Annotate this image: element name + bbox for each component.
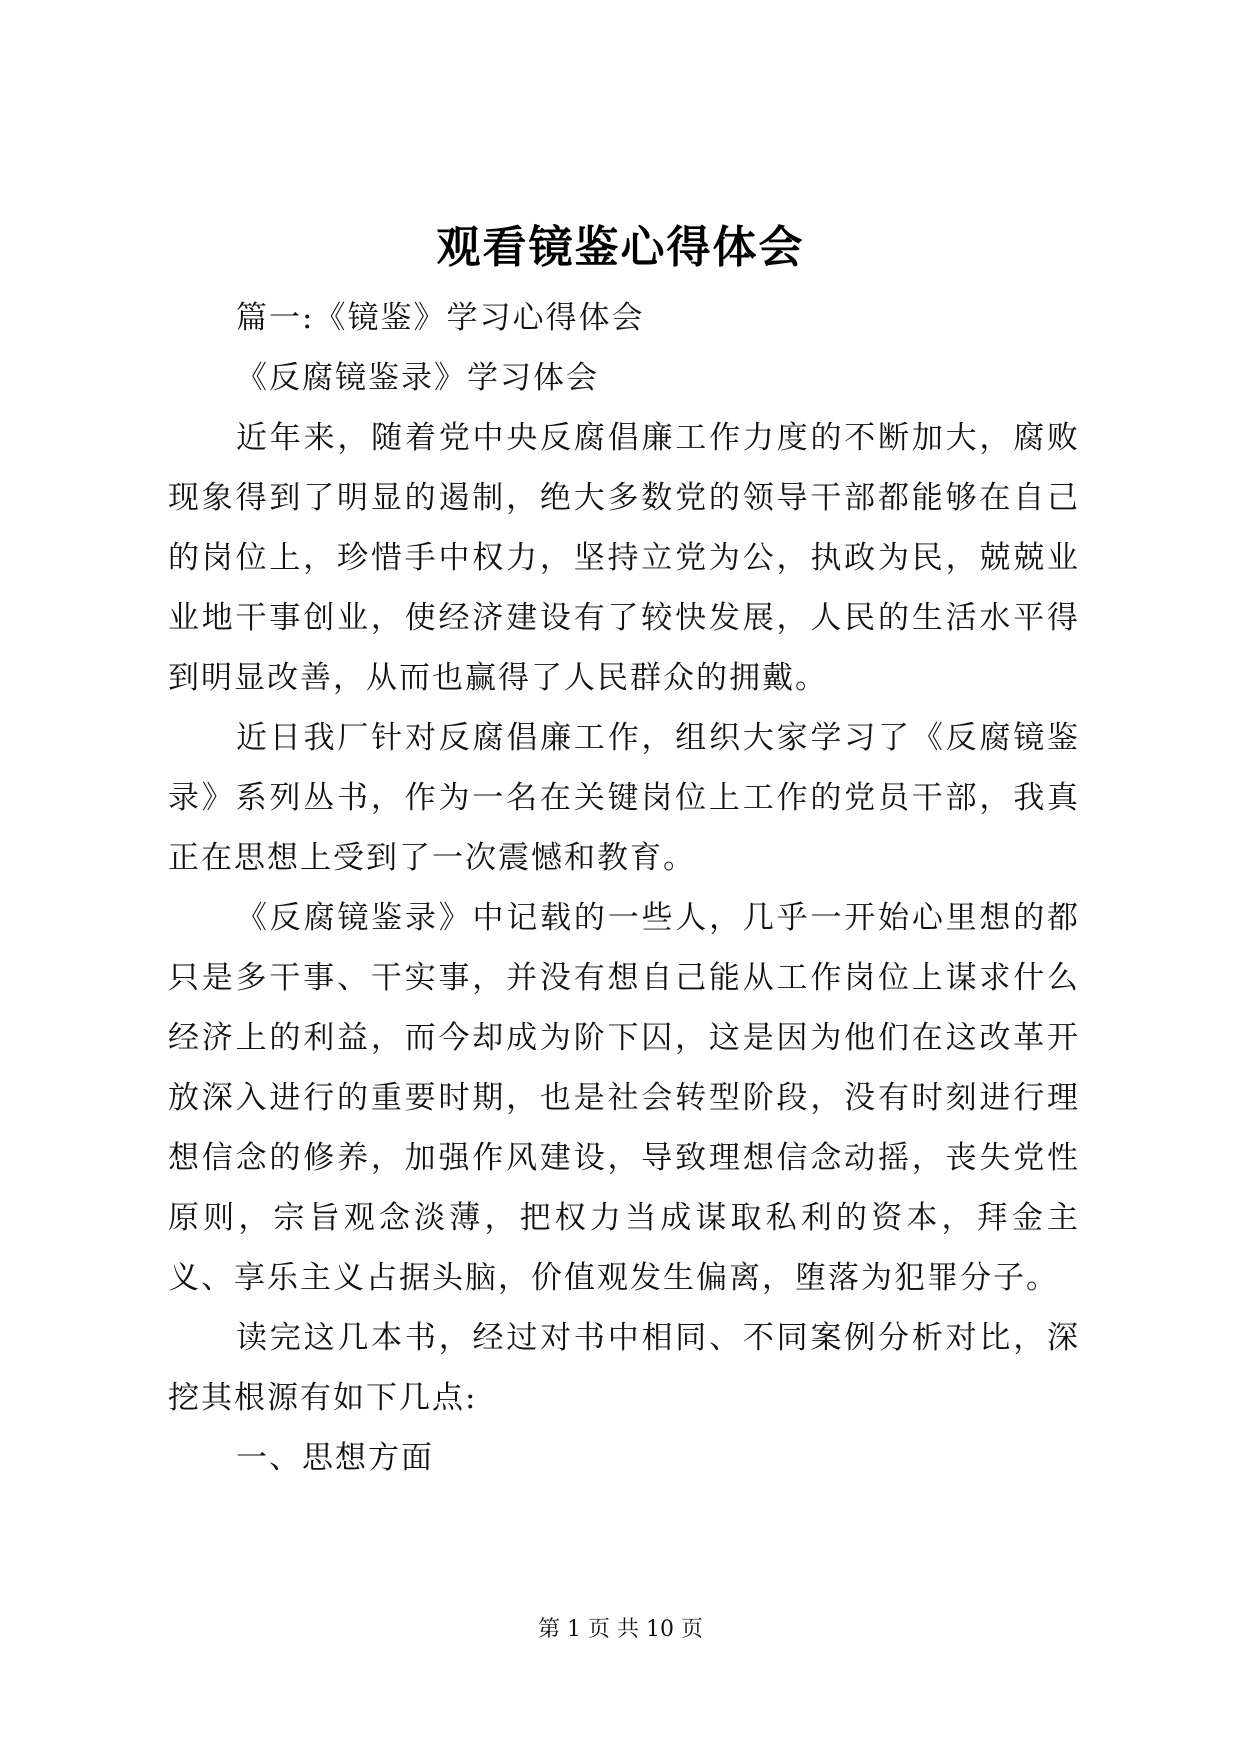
page-footer: 第 1 页 共 10 页 xyxy=(538,1617,703,1642)
paragraph: 近年来，随着党中央反腐倡廉工作力度的不断加大，腐败现象得到了明显的遏制，绝大多数党的领导干部都能够在自己的岗位上，珍惜手中权力，坚持立党为公，执政为民，兢兢业业地干事创业，使经济建设有了较快发展，人民的生活水平得到明显改善，从而也赢得了人民群众的拥戴。 xyxy=(168,420,1080,696)
paragraph: 读完这几本书，经过对书中相同、不同案例分析对比，深挖其根源有如下几点: xyxy=(168,1320,1080,1416)
document-title: 观看镜鉴心得体会 xyxy=(436,222,805,273)
paragraph: 近日我厂针对反腐倡廉工作，组织大家学习了《反腐镜鉴录》系列丛书，作为一名在关键岗位上工作的党员干部，我真正在思想上受到了一次震憾和教育。 xyxy=(168,720,1080,876)
document-body xyxy=(168,288,1080,1488)
section-heading: 一、思想方面 xyxy=(236,1440,434,1476)
paragraph: 《反腐镜鉴录》中记载的一些人，几乎一开始心里想的都只是多干事、干实事，并没有想自己能从工作岗位上谋求什么经济上的利益，而今却成为阶下囚，这是因为他们在这改革开放深入进行的重要时期，也是社会转型阶段，没有时刻进行理想信念的修养，加强作风建设，导致理想信念动摇，丧失党性原则，宗旨观念淡薄，把权力当成谋取私利的资本，拜金主义、享乐主义占据头脑，价值观发生偏离，堕落为犯罪分子。 xyxy=(168,900,1080,1296)
paragraph-subtitle: 篇一:《镜鉴》学习心得体会 xyxy=(236,300,645,336)
paragraph-heading: 《反腐镜鉴录》学习体会 xyxy=(236,360,599,396)
